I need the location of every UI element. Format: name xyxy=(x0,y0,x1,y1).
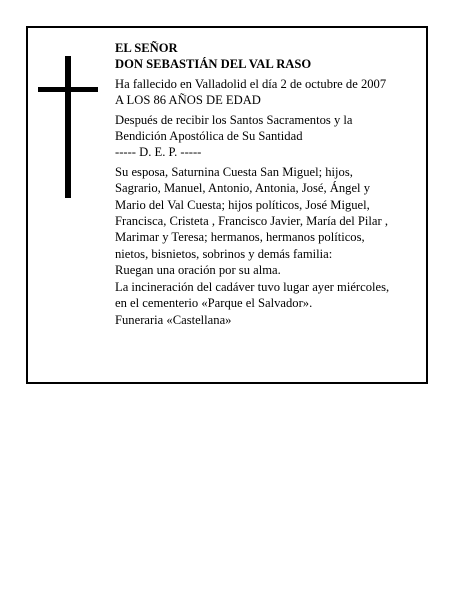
deceased-name: DON SEBASTIÁN DEL VAL RASO xyxy=(115,57,312,72)
family-line: Marimar y Teresa; hermanos, hermanos políticos, xyxy=(115,230,365,245)
ceremony-line: en el cementerio «Parque el Salvador». xyxy=(115,296,313,311)
obituary-notice xyxy=(26,26,428,384)
family-line: Su esposa, Saturnina Cuesta San Miguel; hijos, xyxy=(115,164,353,179)
age-statement: A LOS 86 AÑOS DE EDAD xyxy=(115,93,261,108)
death-statement: Ha fallecido en Valladolid el día 2 de octubre de 2007 xyxy=(115,76,387,91)
sacraments-line: Después de recibir los Santos Sacramentos y la xyxy=(115,112,353,127)
family-line: Francisca, Cristeta , Francisco Javier, María del Pilar , xyxy=(115,214,388,229)
cross-horizontal-bar xyxy=(38,87,98,92)
ceremony-line: La incineración del cadáver tuvo lugar ayer miércoles, xyxy=(115,279,390,294)
prayer-request: Ruegan una oración por su alma. xyxy=(115,263,281,278)
notice-title-line: EL SEÑOR xyxy=(115,41,178,55)
notice-text xyxy=(115,40,421,328)
family-line: Sagrario, Manuel, Antonio, Antonia, José, Ángel y xyxy=(115,181,370,196)
funeral-home: Funeraria «Castellana» xyxy=(115,312,232,327)
sacraments-line: Bendición Apostólica de Su Santidad xyxy=(115,129,303,144)
cross-icon xyxy=(38,56,98,198)
rip-line: ----- D. E. P. ----- xyxy=(115,145,202,160)
cross-vertical-bar xyxy=(65,56,71,198)
family-line: Mario del Val Cuesta; hijos políticos, José Miguel, xyxy=(115,197,370,212)
family-line: nietos, bisnietos, sobrinos y demás familia: xyxy=(115,246,333,261)
